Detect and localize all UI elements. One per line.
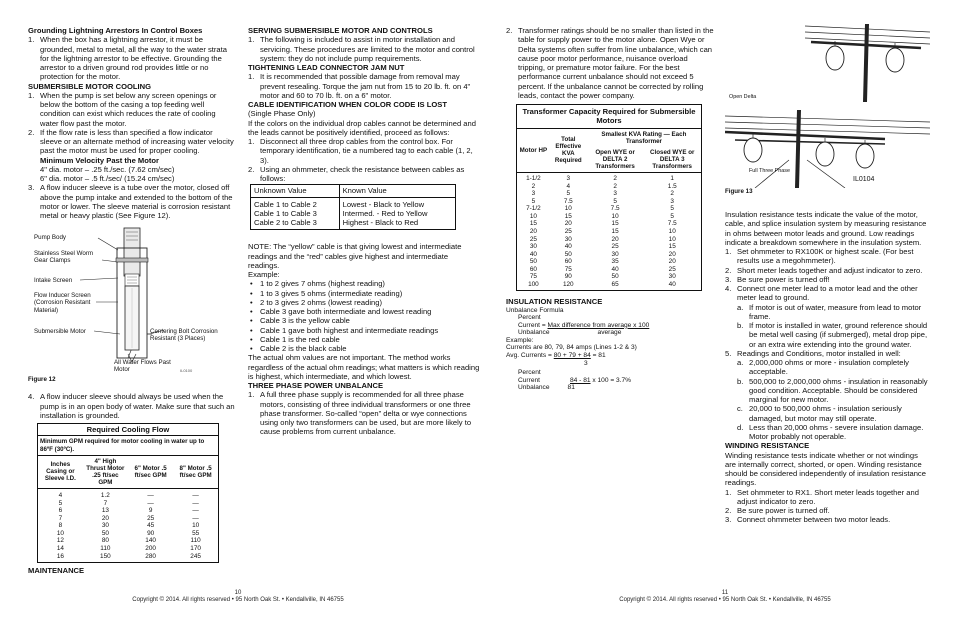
- table-cell: 2: [613, 175, 617, 183]
- kva-header-closed: Closed WYE or DELTA 3 Transformers: [650, 148, 695, 170]
- transformer-pole-illustration: [725, 18, 930, 188]
- grounding-list: [28, 35, 236, 81]
- table-cell: 5: [531, 197, 536, 205]
- table-cell: 12: [56, 537, 64, 545]
- insulation-item: 4. Connect one meter lead to a motor lead and the other meter lead to ground. a. If motor is out of water, measure from lead to motor frame. b. If motor is installed in water, ground reference should be metal well casing (if submerged), metal drop pipe, or an extra wire extending into the ground water.: [725, 284, 930, 349]
- table-cell: 280: [145, 552, 156, 560]
- heading-cable-id: CABLE IDENTIFICATION WHEN COLOR CODE IS LOST: [248, 100, 447, 109]
- table-cell: 2: [670, 190, 674, 198]
- insulation-item: 3. Be sure power is turned off!: [725, 274, 830, 284]
- cooling-item: 3. A flow inducer sleeve is a tube over the motor, closed off above the pump intake and extended to the bottom of the motor or lower. The sleeve material is corrosion resistant metal or heavy plastic (See Figure 12).: [28, 183, 233, 220]
- table-cell: 90: [147, 529, 155, 537]
- table-cell: 3: [566, 175, 571, 183]
- table-cell: 5: [613, 197, 617, 205]
- table-cell: —: [147, 499, 154, 507]
- ohm-header-unknown: Unknown Value: [251, 185, 340, 197]
- heading-three-phase: THREE PHASE POWER UNBALANCE: [248, 381, 384, 390]
- table-cell: 60: [564, 258, 572, 266]
- cooling-list: [28, 91, 236, 221]
- ohm-table: [250, 184, 456, 230]
- heading-cooling: SUBMERSIBLE MOTOR COOLING: [28, 81, 152, 91]
- cable-item: 1. Disconnect all three drop cables from the control box. For temporary identification, tie a numbered tag to each cable (1, 2, 3).: [248, 137, 473, 165]
- table-cell: 7-1/2: [526, 205, 541, 213]
- table-cell: 1-1/2: [526, 175, 541, 183]
- winding-item: 3. Connect ohmmeter between two motor leads.: [725, 515, 891, 525]
- kva-header-hp: Motor HP: [519, 146, 548, 154]
- kva-header-smallest: Smallest KVA Rating — Each Transformer: [601, 130, 687, 145]
- table-cell: 60: [529, 265, 537, 273]
- figure-12-code: IL0100: [180, 368, 193, 374]
- table-cell: Cable 2 to Cable 3: [254, 218, 317, 227]
- winding-list: [725, 488, 930, 525]
- insulation-item: 2. Short meter leads together and adjust indicator to zero.: [725, 265, 923, 275]
- table-cell: Intermed. - Red to Yellow: [342, 208, 428, 218]
- table-cell: 15: [611, 227, 619, 235]
- table-cell: 7.5: [610, 205, 620, 213]
- insulation-sublist: [737, 303, 930, 349]
- cooling-col-header: Inches Casing or Sleeve I.D.: [44, 461, 76, 483]
- table-cell: 4: [58, 492, 63, 500]
- fourth-column: [725, 18, 930, 188]
- cable-phase-note: (Single Phase Only): [248, 109, 316, 119]
- table-cell: 30: [101, 522, 109, 530]
- insulation-subitem: b. If motor is installed in water, ground reference should be metal well casing (if submerged), metal drop pipe, or an extra wire extending into the ground water.: [737, 321, 928, 349]
- table-cell: 5: [566, 190, 571, 198]
- label-clamps: Stainless Steel Worm Gear Clamps: [34, 250, 94, 265]
- table-cell: 20: [564, 220, 572, 228]
- table-cell: 3: [613, 190, 617, 198]
- min-velocity-6in: 6" dia. motor – .5 ft./sec/ (15.24 cm/sec): [40, 174, 175, 183]
- label-intake-screen: Intake Screen: [34, 277, 73, 285]
- cable-intro: If the colors on the individual drop cables cannot be determined and the leads cannot be positively identified, proceed as follows:: [248, 118, 476, 137]
- table-cell: 40: [529, 250, 537, 258]
- table-cell: 5: [58, 499, 63, 507]
- table-cell: 150: [100, 552, 111, 560]
- table-cell: —: [192, 514, 199, 522]
- table-cell: 20: [668, 258, 676, 266]
- table-cell: 3: [670, 197, 674, 205]
- table-cell: 15: [611, 220, 619, 228]
- reading-subitem: d. Less than 20,000 ohms - severe insulation damage. Motor probably not operable.: [737, 422, 924, 441]
- table-cell: 40: [611, 265, 619, 273]
- kva-col-total: [550, 173, 587, 291]
- footer-page-11: [560, 590, 890, 605]
- table-cell: 110: [190, 537, 201, 545]
- reading-subitem: c. 20,000 to 500,000 ohms - insulation seriously damaged, but motor may still operate.: [737, 404, 902, 423]
- table-cell: 9: [148, 507, 153, 515]
- serving-list: [248, 35, 480, 63]
- cable-note: NOTE: The “yellow” cable is that giving lowest and intermediate readings and the “red” cables give highest and intermediate readings.: [248, 242, 462, 270]
- table-cell: 55: [192, 529, 200, 537]
- cooling-item: 1. When the pump is set below any screen openings or below the bottom of the casing a top feeding well condition can exist which reduces the rate of cooling water flow past the motor.: [28, 90, 217, 128]
- winding-item: 2. Be sure power is turned off.: [725, 506, 830, 515]
- table-cell: 7: [103, 499, 108, 507]
- table-cell: 80: [101, 537, 109, 545]
- table-cell: —: [192, 492, 199, 500]
- heading-jam-nut: TIGHTENING LEAD CONNECTOR JAM NUT: [248, 63, 405, 72]
- heading-grounding: Grounding Lightning Arrestors In Control Boxes: [28, 26, 203, 35]
- table-cell: 25: [147, 514, 155, 522]
- table-cell: 245: [190, 552, 201, 560]
- cooling-list-continued: [28, 392, 236, 420]
- middle-column: [248, 26, 480, 437]
- bullet-item: • Cable 1 is the red cable: [250, 334, 340, 344]
- table-cell: 25: [611, 243, 619, 251]
- cooling-col-header: 4" High Thrust Motor .25 ft/sec GPM: [86, 457, 125, 486]
- table-cell: 10: [192, 522, 200, 530]
- table-cell: 50: [529, 258, 537, 266]
- min-velocity-4in: 4" dia. motor – .25 ft./sec. (7.62 cm/sec): [40, 164, 175, 174]
- table-cell: 30: [611, 250, 619, 258]
- kva-col-hp: [517, 173, 550, 291]
- table-cell: 10: [668, 227, 676, 235]
- label-pump-body: Pump Body: [34, 234, 66, 242]
- table-cell: 25: [564, 227, 572, 235]
- three-phase-item: 2. Transformer ratings should be no smaller than listed in the table for supply power to the motor alone. Open Wye or Delta systems often suffer from line unbalance, which can cause poor motor performance, nuisance overload tripping, or premature motor failure. For the best performance current unbalance should not exceed 5 percent. If the unbalance cannot be corrected by rolling leads, contact the power company.: [506, 26, 714, 100]
- table-cell: 110: [100, 544, 111, 552]
- table-cell: 140: [145, 537, 156, 545]
- cable-item: 2. Using an ohmmeter, check the resistance between cables as follows:: [248, 164, 465, 183]
- table-cell: 75: [529, 273, 537, 281]
- table-cell: 13: [101, 507, 109, 515]
- cooling-col-6in: [128, 489, 173, 563]
- bullet-item: • 1 to 2 gives 7 ohms (highest reading): [250, 279, 385, 289]
- table-cell: 100: [528, 280, 539, 288]
- insulation-text: Insulation resistance tests indicate the value of the motor, cable, and splice insulation system by measuring resistance in ohms between motor leads and ground. Low readings indicate a breakdown somewhere in the insulation system.: [725, 210, 927, 247]
- table-cell: 40: [564, 243, 572, 251]
- kva-col-closed: [643, 173, 701, 291]
- ohm-header-known: Known Value: [342, 186, 387, 196]
- table-cell: 16: [56, 552, 64, 560]
- insulation-subitem: a. If motor is out of water, measure from lead to motor frame.: [737, 302, 922, 321]
- bullet-item: • Cable 1 gave both highest and intermediate readings: [250, 325, 439, 335]
- ohm-unknown-values: [251, 197, 340, 230]
- table-cell: 35: [611, 258, 619, 266]
- cooling-col-4in: [83, 489, 128, 563]
- heading-serving: SERVING SUBMERSIBLE MOTOR AND CONTROLS: [248, 26, 433, 35]
- cooling-table-subtitle: Minimum GPM required for motor cooling in water up to 86ºF (30ºC).: [38, 436, 219, 455]
- cooling-flow-table: [37, 423, 219, 563]
- reading-subitem: a. 2,000,000 ohms or more - insulation completely acceptable.: [737, 358, 909, 377]
- label-full-three-phase: Full Three Phase: [749, 168, 790, 174]
- winding-item: 1. Set ohmmeter to RX1. Short meter leads together and adjust indicator to zero.: [725, 487, 919, 506]
- actual-values-note: The actual ohm values are not important. The method works regardless of the actual ohm readings; what matters is which reading is highest, which intermediate, and which lowest.: [248, 353, 480, 381]
- insulation-section: [725, 210, 930, 525]
- table-cell: 5: [670, 205, 674, 213]
- serving-item: 1. The following is included to assist in motor installation and servicing. These procedures are limited to the motor and control system: they do not include pump requirements.: [248, 35, 475, 63]
- kva-col-open: [587, 173, 644, 291]
- table-cell: 10: [529, 212, 537, 220]
- page-number: 11: [721, 590, 729, 596]
- bullet-item: • 1 to 3 gives 5 ohms (intermediate reading): [250, 288, 403, 298]
- figure-12-caption: Figure 12: [28, 376, 56, 384]
- table-cell: 20: [668, 250, 676, 258]
- reading-subitem: b. 500,000 to 2,000,000 ohms - insulation in reasonably good condition. Acceptable. Should be considered marginal for new motor.: [737, 376, 928, 404]
- figure-12: [28, 222, 236, 372]
- table-cell: 3: [531, 190, 536, 198]
- table-cell: 40: [668, 280, 676, 288]
- figure-13-caption: Figure 13: [725, 188, 753, 195]
- cooling-col-header: 6" Motor .5 ft/sec GPM: [134, 464, 167, 479]
- kva-header-total: Total Effective KVA Required: [554, 136, 582, 165]
- table-cell: 4: [566, 182, 571, 190]
- label-flow-inducer: Flow Inducer Screen (Corrosion Resistant Material): [34, 292, 91, 314]
- table-cell: 30: [564, 235, 572, 243]
- table-cell: 25: [529, 235, 537, 243]
- table-cell: 14: [56, 544, 64, 552]
- table-cell: 10: [564, 205, 572, 213]
- table-cell: 50: [564, 250, 572, 258]
- table-cell: 45: [147, 522, 155, 530]
- cooling-col-header: 8" Motor .5 ft/sec GPM: [179, 464, 212, 479]
- bullet-item: • Cable 3 is the yellow cable: [250, 316, 350, 326]
- table-cell: 7.5: [563, 197, 573, 205]
- kva-header-open: Open WYE or DELTA 2 Transformers: [595, 148, 635, 170]
- table-cell: 20: [529, 227, 537, 235]
- figure-13: [725, 18, 930, 188]
- heading-insulation: INSULATION RESISTANCE: [506, 297, 603, 307]
- kva-table-title: Transformer Capacity Required for Submersible Motors: [517, 105, 702, 129]
- cooling-col-casing: [38, 489, 83, 563]
- table-cell: 6: [58, 507, 63, 515]
- cooling-item: 2. If the flow rate is less than specified a flow indicator sleeve or an alternate method of increasing water velocity past the motor must be used for proper cooling. Minimum Velocity Past the Motor 4" dia. motor – .25 ft./sec. (7.62 cm/sec) 6" dia. motor – .5 ft./sec/ (15.24 cm/sec): [28, 128, 236, 184]
- table-cell: 15: [564, 212, 572, 220]
- label-open-delta: Open Delta: [729, 94, 757, 100]
- insulation-item: 5. Readings and Conditions, motor installed in well: a. 2,000,000 ohms or more - insulation completely acceptable. b. 500,000 to 2,000,000 ohms - insulation in reasonably good condition. Acceptable. Should be considered marginal for new motor. c. 20,000 to 500,000 ohms - insulation seriously damaged, but motor may still operate. d. Less than 20,000 ohms - severe insulation damage. Motor probably not operable.: [725, 349, 930, 442]
- table-cell: 50: [611, 273, 619, 281]
- bullet-item: • Cable 2 is the black cable: [250, 344, 347, 353]
- label-centering-bolt: Centering Bolt Corrosion Resistant (3 Places): [150, 328, 218, 343]
- cooling-col-8in: [173, 489, 218, 563]
- table-cell: 50: [101, 529, 109, 537]
- table-cell: 1.5: [667, 182, 677, 190]
- table-cell: 65: [611, 280, 619, 288]
- cooling-table-title: Required Cooling Flow: [38, 424, 219, 436]
- label-water-flows: All Water Flows Past Motor: [114, 359, 171, 374]
- jam-nut-item: 1. It is recommended that possible damage from removal may prevent resealing. Torque the jam nut from 15 to 20 lb. ft. on 4" motor and 60 to 70 lb. ft. on a 6" motor.: [248, 72, 471, 100]
- table-cell: Lowest - Black to Yellow: [342, 199, 425, 209]
- table-cell: Highest - Black to Red: [342, 218, 419, 227]
- figure-13-code: IL0104: [853, 176, 875, 183]
- table-cell: 10: [56, 529, 64, 537]
- table-cell: 170: [190, 544, 201, 552]
- table-cell: 7.5: [667, 220, 677, 228]
- table-cell: 90: [564, 273, 572, 281]
- table-cell: 20: [101, 514, 109, 522]
- readings-sublist: [737, 358, 930, 441]
- table-cell: 1.2: [100, 492, 110, 500]
- example-bullets: [248, 279, 480, 353]
- table-cell: 1: [670, 175, 674, 183]
- table-cell: 8: [58, 522, 63, 530]
- table-cell: 10: [668, 235, 676, 243]
- bullet-item: • 2 to 3 gives 2 ohms (lowest reading): [250, 297, 382, 307]
- footer-page-10: [28, 590, 448, 605]
- cooling-item: 4. A flow inducer sleeve should always be used when the pump is in an open body of water. Make sure that such an installation is grounded.: [28, 392, 235, 420]
- table-cell: 15: [529, 220, 537, 228]
- table-cell: Cable 1 to Cable 3: [254, 208, 317, 218]
- third-column: [506, 26, 716, 392]
- left-column: [28, 26, 236, 575]
- table-cell: 30: [529, 243, 537, 251]
- min-velocity-title: Minimum Velocity Past the Motor: [40, 155, 159, 165]
- table-cell: 10: [611, 212, 619, 220]
- table-cell: 75: [564, 265, 572, 273]
- heading-winding: WINDING RESISTANCE: [725, 441, 810, 451]
- three-phase-item: 1. A full three phase supply is recommended for all three phase motors, consisting of three individual transformers or one three phase transformer. So-called “open” delta or wye connections using only two transformers can be used, but are more likely to cause problems from current unbalance.: [248, 390, 472, 437]
- page-number: 10: [234, 590, 242, 596]
- ohm-known-values: [339, 197, 455, 230]
- table-cell: 120: [562, 280, 574, 288]
- copyright: Copyright © 2014. All rights reserved • 95 North Oak St. • Kendallville, IN 46755: [619, 597, 831, 604]
- table-cell: 15: [668, 243, 676, 251]
- table-cell: 20: [611, 235, 619, 243]
- unbalance-formula: Unbalance Formula Percent Current = Max difference from average x 100 Unbalance average Example: Currents are 80, 79, 84 amps (Lines 1-2 & 3) Avg. Currents = 80 + 79 + 84 = 81 3 Percent Current 84 - 81 x 100 = 3.7% Unbalance 81: [506, 306, 650, 392]
- example-label: Example:: [248, 270, 280, 279]
- three-phase-list-continued: [506, 26, 716, 100]
- kva-table: [516, 104, 702, 291]
- table-cell: —: [147, 492, 154, 500]
- grounding-item: 1. When the box has a lightning arrestor, it must be grounded, metal to metal, all the way to the water strata for the lightning arrestor to be effective. Grounding the arrestor to a driven ground rod provides little or no protection for the motor.: [28, 35, 227, 82]
- heading-maintenance: MAINTENANCE: [28, 566, 85, 575]
- table-cell: 25: [668, 265, 676, 273]
- table-cell: —: [192, 507, 199, 515]
- table-cell: Cable 1 to Cable 2: [254, 199, 317, 209]
- table-cell: —: [192, 499, 199, 507]
- bullet-item: • Cable 3 gave both intermediate and lowest reading: [250, 307, 432, 316]
- jam-nut-list: [248, 72, 480, 100]
- table-cell: 2: [613, 182, 617, 190]
- table-cell: 30: [668, 273, 676, 281]
- table-cell: 200: [145, 544, 156, 552]
- table-cell: 2: [531, 182, 536, 190]
- table-cell: 5: [670, 212, 674, 220]
- table-cell: 7: [58, 514, 63, 522]
- insulation-item: 1. Set ohmmeter to RX100K or highest scale. (For best results use a megohmmeter).: [725, 247, 914, 266]
- copyright: Copyright © 2014. All rights reserved • 95 North Oak St. • Kendallville, IN 46755: [132, 597, 344, 604]
- label-submersible-motor: Submersible Motor: [34, 328, 86, 336]
- cable-list: [248, 137, 480, 183]
- winding-text: Winding resistance tests indicate whether or not windings are internally correct, shorted, or open. Winding resistance should be considered independently of insulation resistance readings.: [725, 450, 926, 488]
- insulation-list: [725, 247, 930, 441]
- three-phase-list: [248, 390, 480, 436]
